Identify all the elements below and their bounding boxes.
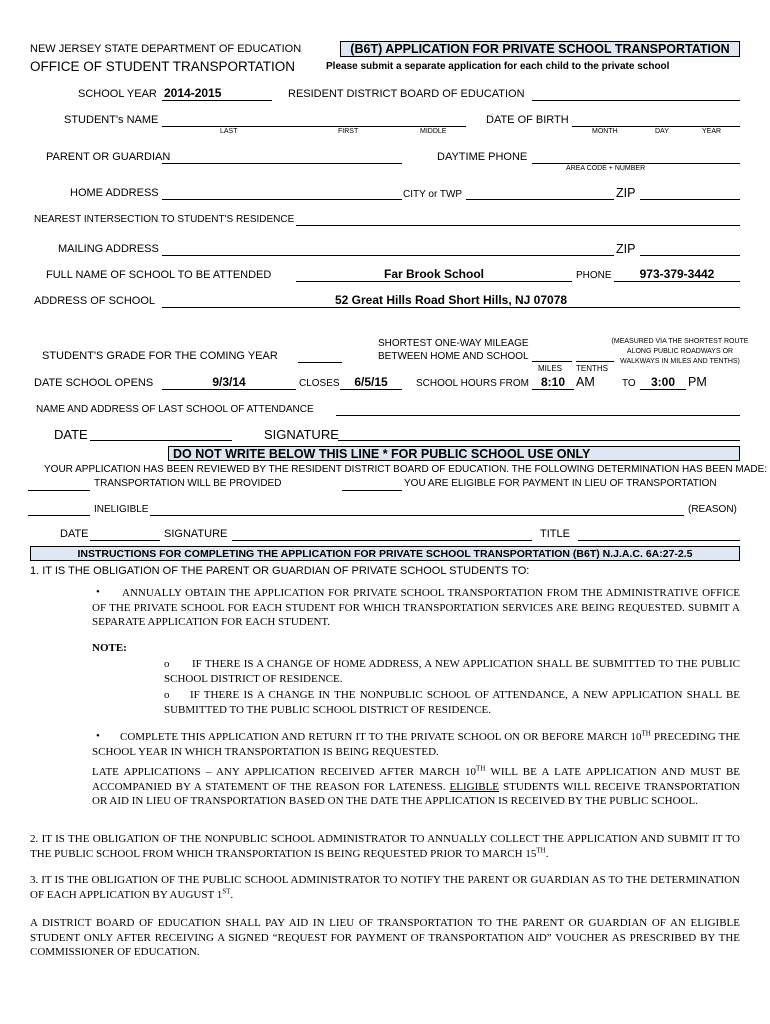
school-address-line[interactable]: [162, 307, 740, 308]
office-name: OFFICE OF STUDENT TRANSPORTATION: [30, 59, 296, 74]
office-date-label: DATE: [60, 528, 89, 540]
home-address-line[interactable]: [162, 199, 402, 200]
pm-label: PM: [688, 375, 707, 389]
measured-note-1: (MEASURED VIA THE SHORTEST ROUTE: [611, 338, 749, 345]
intersection-line[interactable]: [296, 225, 740, 226]
grade-line[interactable]: [298, 362, 342, 363]
late-part-b: WILL BE A LATE APPLICATION AND MUST BE ACCOMPANIED BY A STATEMENT OF THE REASON FOR LATENESS.: [92, 766, 740, 793]
hours-from-line[interactable]: [532, 389, 574, 390]
measured-note-3: WALKWAYS IN MILES AND TENTHS): [620, 358, 740, 365]
phone-value: 973-379-3442: [639, 267, 715, 281]
year-sublabel: YEAR: [702, 128, 722, 135]
middle-sublabel: MIDDLE: [420, 128, 447, 135]
eligible-aid-line[interactable]: [342, 490, 402, 491]
resident-board-label: RESIDENT DISTRICT BOARD OF EDUCATION: [288, 88, 525, 100]
school-name-value: Far Brook School: [383, 267, 484, 281]
ineligible-label: INELIGIBLE: [94, 504, 149, 515]
note2-marker: o: [164, 689, 170, 701]
late-eligible: ELIGIBLE: [449, 780, 500, 793]
dob-label: DATE OF BIRTH: [486, 114, 569, 126]
last-sublabel: LAST: [220, 128, 238, 135]
hours-label: SCHOOL HOURS FROM: [416, 378, 529, 389]
bullet2-marker: •: [96, 730, 100, 742]
bullet1-marker: •: [96, 586, 100, 598]
office-use-banner: [168, 446, 740, 461]
late-text: [92, 765, 740, 809]
student-name-label: STUDENT's NAME: [64, 114, 159, 126]
mileage-label-1: SHORTEST ONE-WAY MILEAGE: [378, 338, 529, 349]
grade-label: STUDENT'S GRADE FOR THE COMING YEAR: [42, 350, 278, 362]
opens-value: 9/3/14: [212, 375, 246, 389]
ineligible-line[interactable]: [28, 515, 90, 516]
school-year-value: 2014-2015: [164, 86, 222, 100]
note-label: NOTE:: [92, 642, 127, 654]
office-title-line[interactable]: [578, 540, 740, 541]
parent-line[interactable]: [162, 163, 402, 164]
closes-value: 6/5/15: [354, 375, 388, 389]
item3-part-b: .: [230, 888, 234, 901]
home-address-label: HOME ADDRESS: [70, 187, 159, 199]
note1-marker: o: [164, 658, 170, 670]
intersection-label: NEAREST INTERSECTION TO STUDENT'S RESIDENCE: [34, 214, 295, 225]
eligible-aid-label: YOU ARE ELIGIBLE FOR PAYMENT IN LIEU OF TRANSPORTATION: [404, 478, 717, 489]
provided-line[interactable]: [28, 490, 90, 491]
bullet2-text: [92, 730, 740, 759]
to-label: TO: [622, 378, 636, 389]
mailing-label: MAILING ADDRESS: [58, 243, 159, 255]
am-label: AM: [576, 375, 595, 389]
miles-line[interactable]: [532, 361, 572, 362]
dept-name: NEW JERSEY STATE DEPARTMENT OF EDUCATION: [30, 43, 302, 55]
closing-text: A DISTRICT BOARD OF EDUCATION SHALL PAY AID IN LIEU OF TRANSPORTATION TO THE PARENT OR GUARDIAN OF AN ELIGIBLE STUDENT ONLY AFTER RECEIVING A SIGNED “REQUEST FOR PAYMENT OF TRANSPORTATION AID” VOUCHER AS PRESCRIBED BY THE COMMISSIONER OF EDUCATION.: [30, 917, 740, 958]
late-sup: TH: [476, 764, 486, 773]
office-title-label: TITLE: [540, 528, 570, 540]
item2-text: [30, 832, 740, 861]
dob-line[interactable]: [572, 126, 740, 127]
day-sublabel: DAY: [655, 128, 669, 135]
note2-text: IF THERE IS A CHANGE IN THE NONPUBLIC SCHOOL OF ATTENDANCE, A NEW APPLICATION SHALL BE SUBMITTED TO THE PUBLIC SCHOOL DISTRICT OF RESIDENCE.: [164, 689, 740, 716]
school-address-label: ADDRESS OF SCHOOL: [34, 295, 156, 307]
note1-text: IF THERE IS A CHANGE OF HOME ADDRESS, A NEW APPLICATION SHALL BE SUBMITTED TO THE PUBLIC SCHOOL DISTRICT OF RESIDENCE.: [164, 658, 740, 685]
opens-label: DATE SCHOOL OPENS: [34, 377, 154, 389]
school-address-value: 52 Great Hills Road Short Hills, NJ 07078: [334, 293, 568, 307]
item2-part-b: .: [545, 847, 549, 860]
zip2-label: ZIP: [616, 242, 636, 256]
provided-label: TRANSPORTATION WILL BE PROVIDED: [94, 478, 282, 489]
signature-label: SIGNATURE: [264, 427, 339, 442]
reviewed-text: YOUR APPLICATION HAS BEEN REVIEWED BY THE RESIDENT DISTRICT BOARD OF EDUCATION. THE FOLLOWING DETERMINATION HAS BEEN MADE:: [44, 464, 768, 475]
daytime-phone-line[interactable]: [532, 163, 740, 164]
office-date-line[interactable]: [90, 540, 160, 541]
form-title: (B6T) APPLICATION FOR PRIVATE SCHOOL TRANSPORTATION: [350, 42, 730, 56]
last-school-label: NAME AND ADDRESS OF LAST SCHOOL OF ATTENDANCE: [36, 404, 314, 415]
bullet2-part-b: PRECEDING THE SCHOOL YEAR IN WHICH TRANSPORTATION IS BEING REQUESTED.: [92, 731, 740, 758]
school-name-label: FULL NAME OF SCHOOL TO BE ATTENDED: [46, 269, 272, 281]
bullet2-part-a: COMPLETE THIS APPLICATION AND RETURN IT TO THE PRIVATE SCHOOL ON OR BEFORE MARCH 10: [120, 731, 642, 743]
zip-line[interactable]: [640, 199, 740, 200]
city-line[interactable]: [466, 199, 614, 200]
city-label: CITY or TWP: [403, 189, 463, 200]
school-year-line[interactable]: [162, 100, 272, 101]
signature-line[interactable]: [338, 440, 740, 441]
zip2-line[interactable]: [640, 255, 740, 256]
date-label: DATE: [54, 427, 88, 442]
reason-line[interactable]: [150, 515, 684, 516]
measured-note: [604, 337, 756, 367]
hours-from-value: 8:10: [540, 375, 566, 389]
form-title-box: [340, 41, 740, 57]
mileage-label-2: BETWEEN HOME AND SCHOOL: [378, 351, 529, 362]
hours-to-line[interactable]: [640, 389, 686, 390]
student-name-line[interactable]: [162, 126, 466, 127]
school-name-line[interactable]: [296, 281, 572, 282]
school-year-label: SCHOOL YEAR: [78, 88, 157, 100]
reason-label: (REASON): [688, 504, 737, 515]
month-sublabel: MONTH: [592, 128, 618, 135]
item3-part-a: 3. IT IS THE OBLIGATION OF THE PUBLIC SCHOOL ADMINISTRATOR TO NOTIFY THE PARENT OR GUARDIAN AS TO THE DETERMINATION OF EACH APPLICATION BY AUGUST 1: [30, 874, 740, 901]
phone-label: PHONE: [576, 270, 612, 281]
office-use-banner-text: DO NOT WRITE BELOW THIS LINE * FOR PUBLIC SCHOOL USE ONLY: [173, 447, 591, 461]
closes-label: CLOSES: [299, 378, 340, 389]
hours-to-value: 3:00: [650, 375, 676, 389]
office-signature-line[interactable]: [232, 540, 532, 541]
phone-line[interactable]: [614, 281, 740, 282]
office-signature-label: SIGNATURE: [164, 528, 228, 540]
area-code-sublabel: AREA CODE + NUMBER: [566, 165, 646, 172]
miles-sublabel: MILES: [538, 364, 563, 373]
zip-label: ZIP: [616, 186, 636, 200]
parent-label: PARENT OR GUARDIAN: [46, 151, 171, 163]
bullet2-sup: TH: [641, 729, 651, 738]
item3-sup: ST: [222, 886, 231, 895]
measured-note-2: ALONG PUBLIC ROADWAYS OR: [626, 348, 734, 355]
resident-board-line[interactable]: [532, 100, 740, 101]
last-school-line[interactable]: [336, 415, 740, 416]
item1-text: 1. IT IS THE OBLIGATION OF THE PARENT OR GUARDIAN OF PRIVATE SCHOOL STUDENTS TO:: [30, 565, 530, 577]
bullet1-text: ANNUALLY OBTAIN THE APPLICATION FOR PRIVATE SCHOOL TRANSPORTATION FROM THE ADMINISTRATIVE OFFICE OF THE PRIVATE SCHOOL FOR EACH STUDENT FOR WHICH TRANSPORTATION SERVICES ARE BEING REQUESTED. SUBMIT A SEPARATE APPLICATION FOR EACH STUDENT.: [92, 587, 740, 628]
late-part-a: LATE APPLICATIONS – ANY APPLICATION RECEIVED AFTER MARCH 10: [92, 766, 477, 778]
form-subtitle: Please submit a separate application for each child to the private school: [326, 61, 670, 72]
instructions-heading: INSTRUCTIONS FOR COMPLETING THE APPLICATION FOR PRIVATE SCHOOL TRANSPORTATION (B6T) N.J.A.C. 6A:27-2.5: [77, 548, 693, 560]
opens-line[interactable]: [162, 389, 296, 390]
tenths-sublabel: TENTHS: [576, 364, 608, 373]
first-sublabel: FIRST: [338, 128, 359, 135]
daytime-phone-label: DAYTIME PHONE: [437, 151, 528, 163]
date-line[interactable]: [90, 440, 232, 441]
item2-sup: TH: [536, 845, 546, 854]
item2-part-a: 2. IT IS THE OBLIGATION OF THE NONPUBLIC SCHOOL ADMINISTRATOR TO ANNUALLY COLLECT THE APPLICATION AND SUBMIT IT TO THE PUBLIC SCHOOL FROM WHICH TRANSPORTATION IS BEING REQUESTED PRIOR TO MARCH 15: [30, 833, 740, 860]
closes-line[interactable]: [340, 389, 402, 390]
mailing-line[interactable]: [162, 255, 614, 256]
item3-text: [30, 873, 740, 902]
late-part-c: STUDENTS WILL RECEIVE TRANSPORTATION OR AID IN LIEU OF TRANSPORTATION BASED ON THE DATE THE APPLICATION IS RECEIVED BY THE PUBLIC SCHOOL.: [92, 780, 740, 807]
instructions-heading-box: [30, 546, 740, 561]
